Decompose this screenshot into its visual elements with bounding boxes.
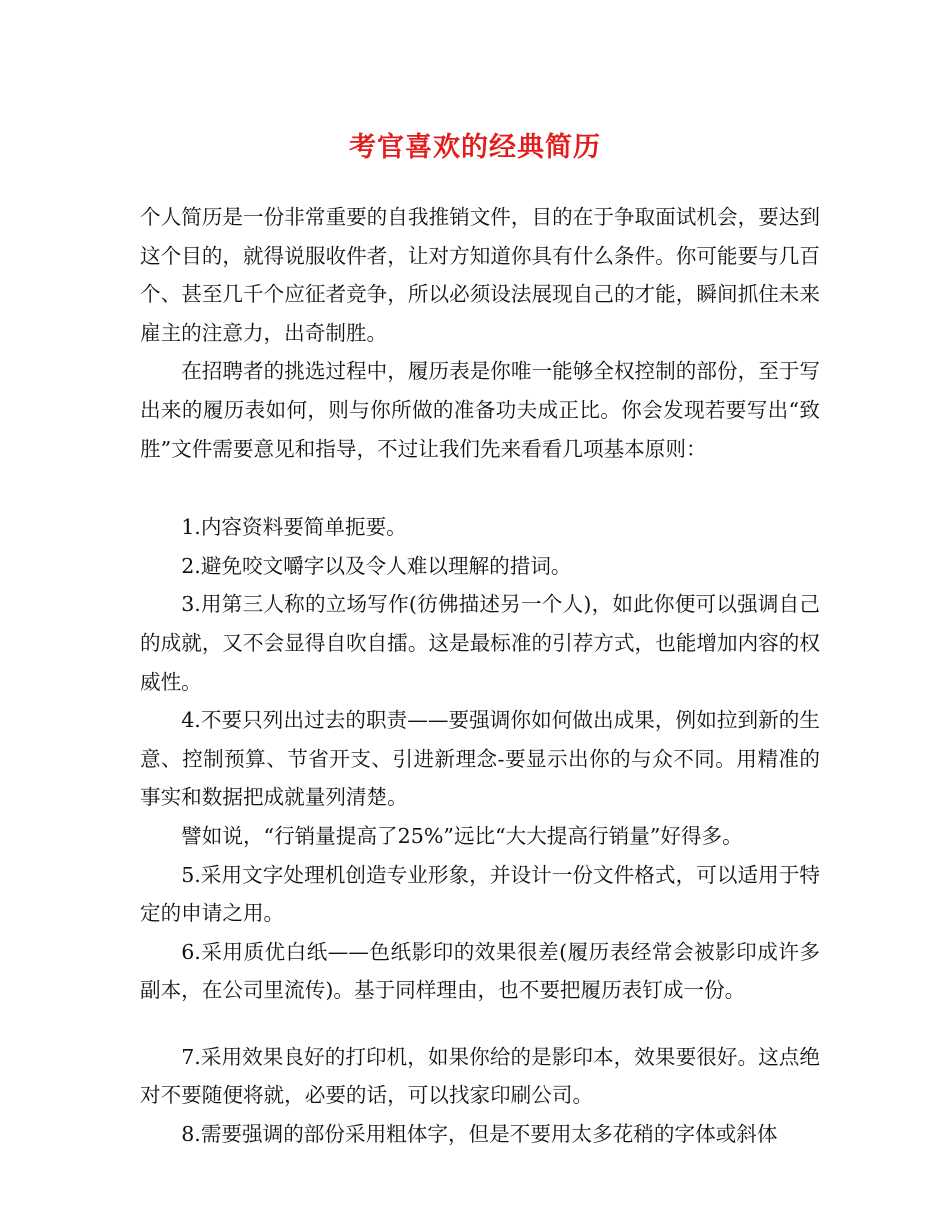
document-body [140, 198, 820, 1154]
principle-4: 4.不要只列出过去的职责——要强调你如何做出成果，例如拉到新的生意、控制预算、节省开支、引进新理念-要显示出你的与众不同。用精准的事实和数据把成就量列清楚。 [140, 708, 820, 810]
selection-paragraph: 在招聘者的挑选过程中，履历表是你唯一能够全权控制的部份，至于写出来的履历表如何，则与你所做的准备功夫成正比。你会发现若要写出“致胜”文件需要意见和指导，不过让我们先来看看几项基本原则： [140, 359, 820, 461]
principle-3: 3.用第三人称的立场写作(彷佛描述另一个人)，如此你便可以强调自己的成就，又不会显得自吹自擂。这是最标准的引荐方式，也能增加内容的权威性。 [140, 592, 820, 694]
intro-paragraph: 个人简历是一份非常重要的自我推销文件，目的在于争取面试机会，要达到这个目的，就得说服收件者，让对方知道你具有什么条件。你可能要与几百个、甚至几千个应征者竞争，所以必须设法展现自己的才能，瞬间抓住未来雇主的注意力，出奇制胜。 [140, 205, 820, 345]
principle-6: 6.采用质优白纸——色纸影印的效果很差(履历表经常会被影印成许多副本，在公司里流传)。基于同样理由，也不要把履历表钉成一份。 [140, 939, 820, 1003]
principle-4-example: 譬如说，“行销量提高了25%”远比“大大提高行销量”好得多。 [181, 823, 743, 848]
principle-5: 5.采用文字处理机创造专业形象，并设计一份文件格式，可以适用于特定的申请之用。 [140, 862, 820, 926]
principle-1: 1.内容资料要简单扼要。 [181, 515, 407, 540]
principle-2: 2.避免咬文嚼字以及令人难以理解的措词。 [181, 553, 572, 578]
principle-8: 8.需要强调的部份采用粗体字，但是不要用太多花稍的字体或斜体 [181, 1122, 778, 1147]
document-title: 考官喜欢的经典简历 [349, 132, 601, 163]
principle-7: 7.采用效果良好的打印机，如果你给的是影印本，效果要很好。这点绝对不要随便将就，必要的话，可以找家印刷公司。 [140, 1044, 820, 1108]
